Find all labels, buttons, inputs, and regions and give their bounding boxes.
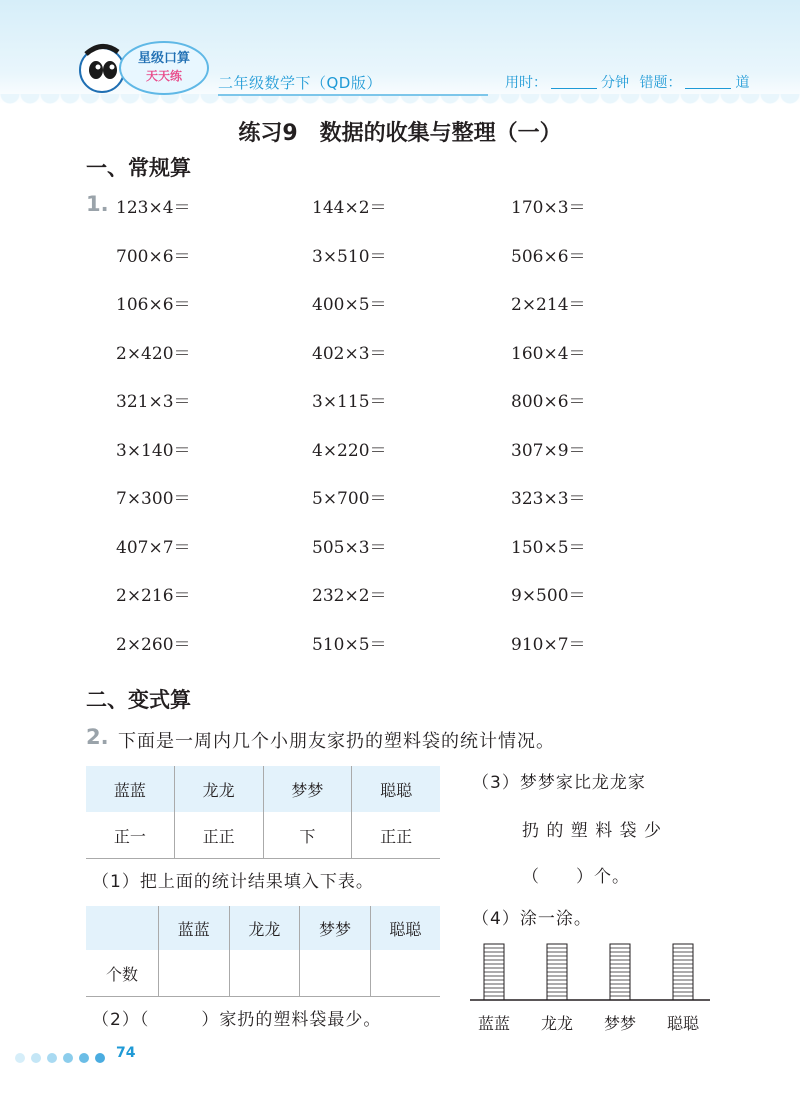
name-cell: 龙龙 <box>174 766 263 812</box>
tally-table <box>86 766 440 859</box>
calc-expression: 170×3＝ <box>511 198 586 218</box>
section-title: 二、变式算 <box>86 688 191 712</box>
calc-expression: 506×6＝ <box>511 246 586 267</box>
calc-expression: 232×2＝ <box>312 586 387 606</box>
course-underline <box>218 94 488 96</box>
count-row-label: 个数 <box>86 950 159 997</box>
calc-expression: 402×3＝ <box>312 343 387 364</box>
questions-label: 道 <box>735 75 750 91</box>
calc-expression: 144×2＝ <box>312 198 387 218</box>
calc-expression: 150×5＝ <box>511 537 586 558</box>
calc-expression: 323×3＝ <box>511 489 586 509</box>
calc-expression: 9×500＝ <box>511 586 586 606</box>
coloring-bar[interactable] <box>547 944 567 1000</box>
calc-expression: 2×216＝ <box>116 586 191 606</box>
coloring-bar[interactable] <box>610 944 630 1000</box>
corner-cell <box>86 906 159 950</box>
calc-expression: 510×5＝ <box>312 634 387 655</box>
calc-expression: 106×6＝ <box>116 295 191 315</box>
name-cell: 梦梦 <box>263 766 352 812</box>
sub-question-3-line1: （3）梦梦家比龙龙家 <box>472 773 646 793</box>
bar-label: 梦梦 <box>604 1014 637 1033</box>
name-cell: 蓝蓝 <box>159 906 230 950</box>
coloring-bar[interactable] <box>673 944 693 1000</box>
calc-expression: 800×6＝ <box>511 392 586 412</box>
calc-expression: 3×510＝ <box>312 246 387 267</box>
time-blank[interactable] <box>551 88 597 89</box>
count-answer-cell[interactable] <box>370 950 440 997</box>
calc-expression: 5×700＝ <box>312 489 387 509</box>
name-cell: 聪聪 <box>352 766 440 812</box>
tally-cell: 正⼀ <box>86 812 174 859</box>
calc-expression: 3×115＝ <box>312 392 387 412</box>
sub-question-3-line3: （ ）个。 <box>522 867 630 887</box>
calc-expression: 160×4＝ <box>511 343 586 364</box>
errors-blank[interactable] <box>685 88 731 89</box>
count-answer-cell[interactable] <box>159 950 230 997</box>
page-number: 74 <box>116 1045 136 1061</box>
sub2-prefix: （2）（ <box>92 1010 150 1030</box>
calc-expression: 400×5＝ <box>312 295 387 315</box>
tally-cell: 正正 <box>174 812 263 859</box>
time-label: 用时： <box>505 75 547 91</box>
course-title: 二年级数学下（QD版） <box>218 74 382 92</box>
name-cell: 蓝蓝 <box>86 766 174 812</box>
timer-row <box>505 72 749 92</box>
minute-label: 分钟 <box>601 75 629 91</box>
calc-expression: 2×214＝ <box>511 295 586 315</box>
bar-label: 聪聪 <box>667 1014 700 1033</box>
sub-question-1: （1）把上面的统计结果填入下表。 <box>92 872 374 892</box>
name-cell: 龙龙 <box>229 906 300 950</box>
sub-question-2 <box>92 1005 381 1030</box>
count-table <box>86 906 440 997</box>
svg-text:天天练: 天天练 <box>145 69 183 83</box>
calc-expression: 700×6＝ <box>116 246 191 267</box>
calc-expression: 3×140＝ <box>116 440 191 461</box>
lesson-title: 练习9 数据的收集与整理（一） <box>238 121 562 146</box>
calc-expression: 2×260＝ <box>116 634 191 655</box>
errors-label: 错题： <box>639 75 682 91</box>
calc-expression: 910×7＝ <box>511 634 586 655</box>
coloring-bar[interactable] <box>484 944 504 1000</box>
brand-logo <box>76 36 216 100</box>
count-answer-cell[interactable] <box>229 950 300 997</box>
question-number: 2. <box>86 725 109 749</box>
question-number: 1. <box>86 192 109 216</box>
bar-label: 蓝蓝 <box>478 1014 511 1033</box>
sub2-suffix: ）家扔的塑料袋最少。 <box>201 1010 382 1030</box>
question-text: 下面是一周内几个小朋友家扔的塑料袋的统计情况。 <box>118 731 555 752</box>
section-title: 一、常规算 <box>86 156 191 180</box>
calc-expression: 321×3＝ <box>116 392 191 412</box>
bar-label: 龙龙 <box>541 1014 574 1033</box>
calc-expression: 123×4＝ <box>116 198 191 218</box>
calc-expression: 7×300＝ <box>116 489 191 509</box>
calc-expression: 4×220＝ <box>312 440 387 461</box>
sub-question-4: （4）涂一涂。 <box>472 909 592 929</box>
name-cell: 聪聪 <box>370 906 440 950</box>
sub-question-3-line2: 扔 的 塑 料 袋 少 <box>522 821 663 841</box>
calc-expression: 407×7＝ <box>116 537 191 558</box>
footer-decoration <box>14 1050 110 1069</box>
tally-cell: 下 <box>263 812 352 859</box>
name-cell: 梦梦 <box>300 906 371 950</box>
svg-text:星级口算: 星级口算 <box>137 51 191 66</box>
calc-expression: 505×3＝ <box>312 537 387 558</box>
tally-cell: 正正 <box>352 812 440 859</box>
count-answer-cell[interactable] <box>300 950 371 997</box>
calc-expression: 307×9＝ <box>511 440 586 461</box>
coloring-bar-chart <box>470 940 710 1010</box>
calc-expression: 2×420＝ <box>116 343 191 364</box>
